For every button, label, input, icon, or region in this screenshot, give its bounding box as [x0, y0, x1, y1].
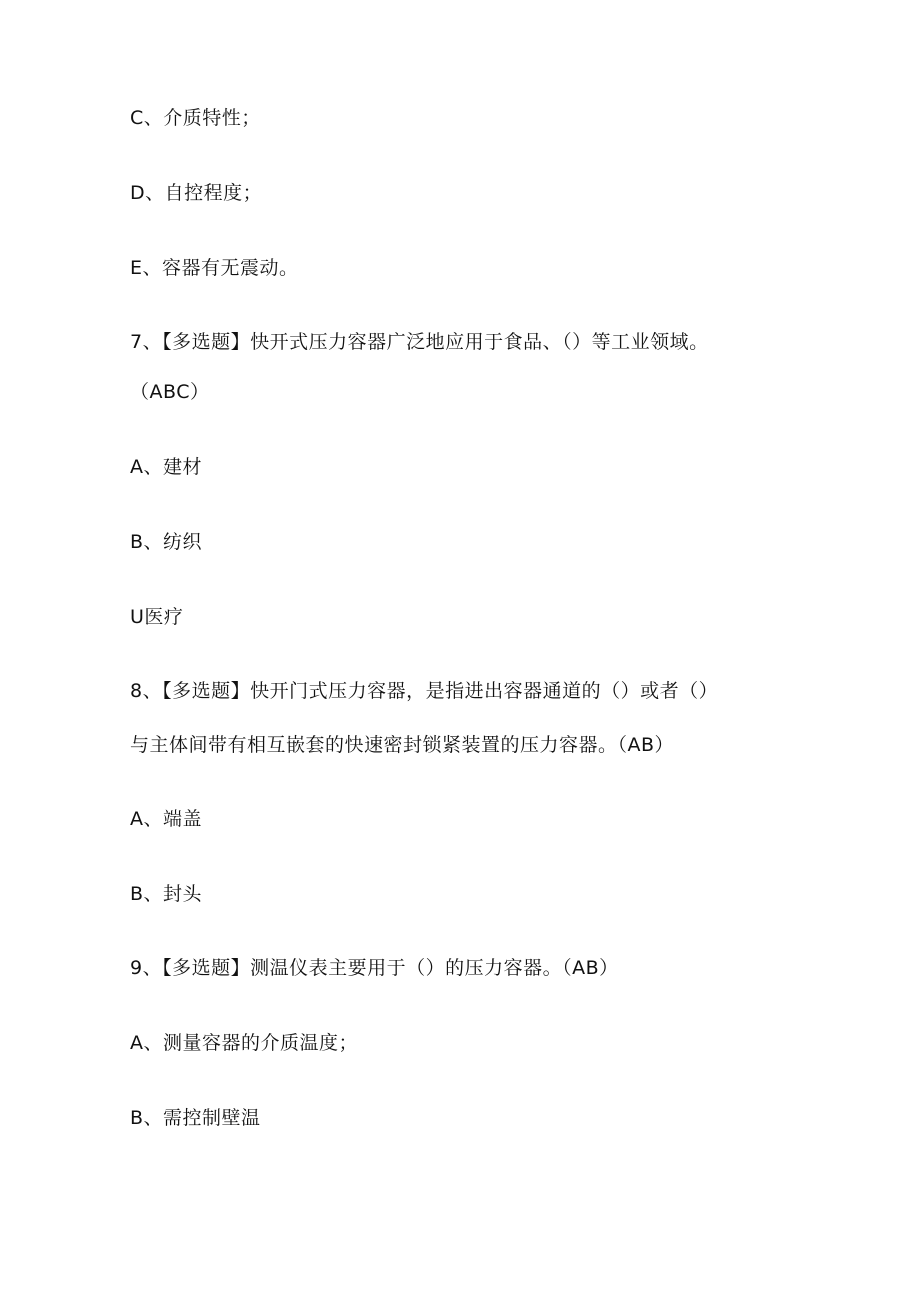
question-7-answer: （ABC）: [130, 381, 210, 403]
option-b-wall-temperature: B、需控制壁温: [130, 1107, 261, 1129]
option-b-textile: B、纺织: [130, 531, 203, 553]
question-8-text: 8、【多选题】快开门式压力容器，是指进出容器通道的（）或者（）: [130, 680, 719, 702]
option-c-medical: U医疗: [130, 606, 184, 628]
option-c-medium-property: C、介质特性；: [130, 107, 261, 129]
question-9-text: 9、【多选题】测温仪表主要用于（）的压力容器。（AB）: [130, 957, 619, 979]
option-e-vibration: E、容器有无震动。: [130, 257, 299, 279]
question-7-text: 7、【多选题】快开式压力容器广泛地应用于食品、（）等工业领域。: [130, 331, 709, 353]
option-d-control-level: D、自控程度；: [130, 182, 263, 204]
question-8-text-continued: 与主体间带有相互嵌套的快速密封锁紧装置的压力容器。（AB）: [130, 734, 675, 756]
option-a-end-cover: A、端盖: [130, 808, 202, 830]
option-a-building-materials: A、建材: [130, 456, 202, 478]
option-a-measure-temperature: A、测量容器的介质温度；: [130, 1032, 358, 1054]
option-b-head: B、封头: [130, 883, 203, 905]
